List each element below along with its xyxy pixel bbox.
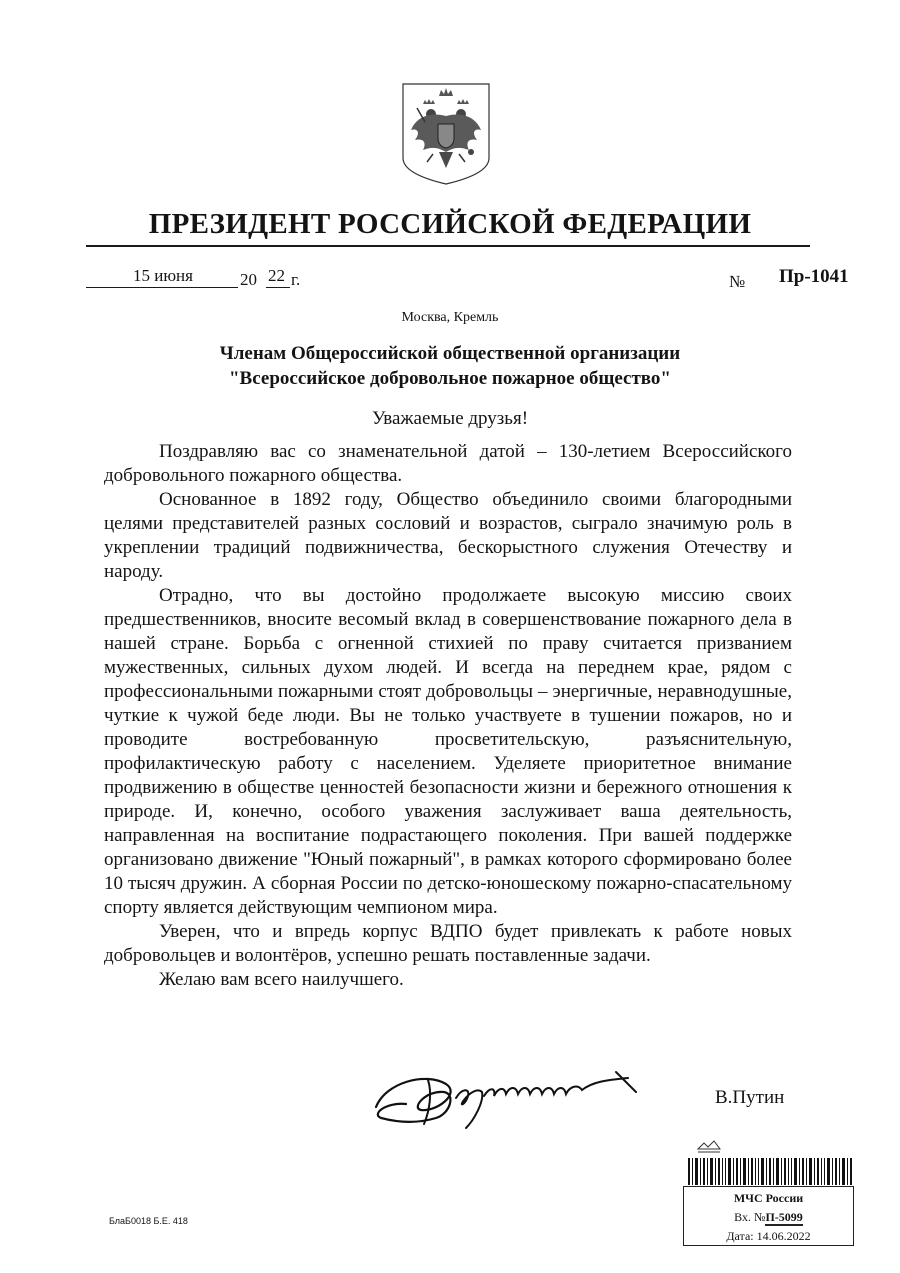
stamp-number-line [684,1209,853,1226]
paragraph: Уверен, что и впредь корпус ВДПО будет привлекать к работе новых добровольцев и волонтёров, успешно решать поставленные задачи. [104,921,792,966]
stamp-organization: МЧС России [733,1191,804,1205]
handwritten-signature [366,1062,666,1132]
stamp-date: Дата: 14.06.2022 [726,1229,811,1243]
date-underline [86,287,238,288]
heading-divider [86,245,810,247]
paragraph: Поздравляю вас со знаменательной датой – 130-летием Всероссийского добровольного пожарного общества. [104,441,792,486]
document-heading: ПРЕЗИДЕНТ РОССИЙСКОЙ ФЕДЕРАЦИИ [148,208,752,240]
addressee-line: "Всероссийское добровольное пожарное общество" [229,368,671,389]
place-of-issue: Москва, Кремль [401,310,499,325]
date-century: 20 [240,270,257,289]
letter-body [104,440,792,992]
state-emblem-icon [401,82,491,186]
number-sign: № [729,272,746,291]
signer-name: В.Путин [715,1087,785,1108]
paragraph: Основанное в 1892 году, Общество объединило своими благородными целями представителей разных сословий и возрастов, сыграло значимую роль в укреплении традиций подвижничества, бескорыстного служения Отечеству и народу. [104,489,792,582]
date-suffix: г. [291,270,301,289]
year-underline [266,287,290,288]
date-year: 22 [268,266,285,285]
registration-stamp [683,1186,854,1246]
date-day-month: 15 июня [133,266,193,285]
footer-code: БлаБ0018 Б.Е. 418 [109,1216,188,1226]
addressee-line: Членам Общероссийской общественной организации [219,343,681,364]
salutation: Уважаемые друзья! [371,408,529,429]
document-date [86,266,386,290]
stamp-number-label: Вх. № [734,1210,766,1224]
document-number: Пр-1041 [779,266,849,287]
emblem-mark-icon [696,1139,722,1155]
barcode-icon [688,1158,854,1185]
paragraph: Желаю вам всего наилучшего. [159,969,404,990]
stamp-number: П-5099 [765,1210,803,1224]
addressee [0,341,900,391]
paragraph: Отрадно, что вы достойно продолжаете высокую миссию своих предшественников, вносите весомый вклад в совершенствование пожарного дела в нашей стране. Борьба с огненной стихией по праву считается призванием мужественных, сильных духом людей. И всегда на переднем крае, рядом с профессиональными пожарными стоят добровольцы – энергичные, неравнодушные, чуткие к чужой беде люди. Вы не только участвуете в тушении пожаров, но и проводите востребованную просветительскую, разъяснительную, профилактическую работу с населением. Уделяете приоритетное внимание продвижению в обществе ценностей безопасности жизни и бережного отношения к природе. И, конечно, особого уважения заслуживает ваша деятельность, направленная на воспитание подрастающего поколения. При вашей поддержке организовано движение "Юный пожарный", в рамках которого сформировано более 10 тысяч дружин. А сборная России по детско-юношескому пожарно-спасательному спорту является действующим чемпионом мира. [104,585,792,918]
